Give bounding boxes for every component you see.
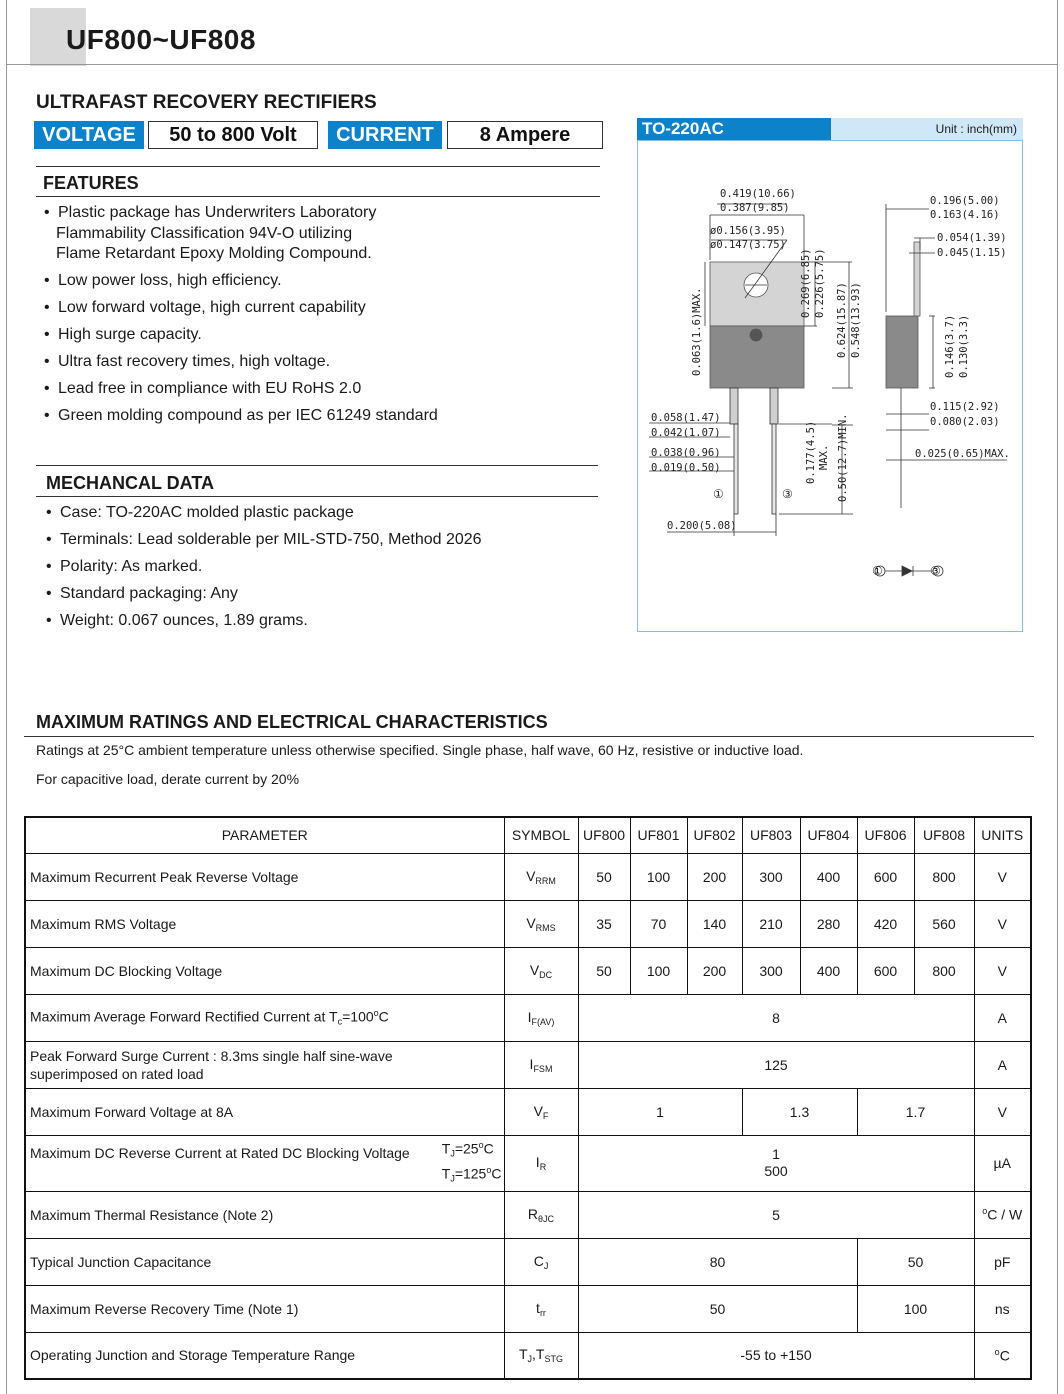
value-cell: 8: [578, 994, 974, 1041]
ratings-note: Ratings at 25°C ambient temperature unless otherwise specified. Single phase, half wave, 60 Hz, resistive or inductive load.: [36, 742, 804, 758]
value-cell: 100: [630, 947, 687, 994]
value-cell: 1.3: [742, 1088, 857, 1135]
table-row: [25, 853, 1031, 900]
table-row: [25, 1332, 1031, 1379]
table-row: [25, 947, 1031, 994]
list-item: • Plastic package has Underwriters Laboratory: [38, 203, 598, 224]
mechanical-heading: MECHANCAL DATA: [46, 473, 214, 493]
param-cell: Maximum DC Blocking Voltage: [25, 947, 504, 994]
table-row: [25, 1135, 1031, 1191]
pin-3-label: ③: [782, 487, 793, 501]
value-cell: 50: [578, 1285, 857, 1332]
value-cell: 600: [857, 947, 914, 994]
param-cell: Typical Junction Capacitance: [25, 1238, 504, 1285]
dim-label: ø0.156(3.95): [710, 225, 786, 237]
table-row: [25, 1191, 1031, 1238]
list-item: Flame Retardant Epoxy Molding Compound.: [56, 245, 372, 262]
value-cell: 800: [914, 853, 974, 900]
value-cell: 5: [578, 1191, 974, 1238]
param-cell: Maximum Average Forward Rectified Current at $T_c=100^oC$: [25, 994, 504, 1041]
dim-label: 0.419(10.66): [720, 188, 796, 200]
value-cell: 140: [687, 900, 742, 947]
dim-label: 0.50(12.7)MIN.: [837, 413, 849, 502]
dim-label: ø0.147(3.75): [710, 239, 786, 251]
dim-label: 0.269(6.85): [800, 248, 812, 318]
dim-label: 0.115(2.92): [930, 401, 1000, 413]
symbol-cell: $T_J,T_{STG}$: [504, 1332, 578, 1379]
unit-cell: ns: [974, 1285, 1031, 1332]
features-list: [38, 203, 598, 433]
value-cell: 50: [578, 947, 630, 994]
dim-label: 0.025(0.65)MAX.: [915, 448, 1010, 460]
symbol-cell: $C_J$: [504, 1238, 578, 1285]
dim-label: MAX.: [818, 444, 830, 470]
anode-pin-label: ①: [872, 564, 883, 578]
value-cell: 1 500: [578, 1135, 974, 1191]
spec-divider: [36, 166, 600, 167]
dim-label: 0.042(1.07): [651, 427, 721, 439]
list-item: • Terminals: Lead solderable per MIL-STD-750, Method 2026: [40, 530, 600, 551]
value-cell: 200: [687, 947, 742, 994]
ratings-heading: MAXIMUM RATINGS AND ELECTRICAL CHARACTERISTICS: [36, 712, 548, 732]
table-row: [25, 1238, 1031, 1285]
column-header: UF801: [630, 817, 687, 853]
dim-label: 0.163(4.16): [930, 209, 1000, 221]
table-row: [25, 1088, 1031, 1135]
value-cell: 100: [630, 853, 687, 900]
list-item: • High surge capacity.: [38, 325, 598, 346]
list-item: • Low power loss, high efficiency.: [38, 271, 598, 292]
mechanical-divider: [36, 496, 598, 497]
list-item: • Standard packaging: Any: [40, 584, 600, 605]
product-subtitle: ULTRAFAST RECOVERY RECTIFIERS: [36, 92, 377, 113]
dim-label: 0.058(1.47): [651, 412, 721, 424]
symbol-cell: $I_{FSM}$: [504, 1041, 578, 1088]
dim-label: 0.146(3.7): [944, 314, 956, 378]
dim-label: 0.038(0.96): [651, 447, 721, 459]
value-cell: 1: [578, 1088, 742, 1135]
value-cell: 800: [914, 947, 974, 994]
dim-label: 0.054(1.39): [937, 232, 1007, 244]
title-divider: [6, 64, 1058, 65]
list-item: • Lead free in compliance with EU RoHS 2.0: [38, 379, 598, 400]
features-heading: FEATURES: [43, 173, 139, 193]
current-value: 8 Ampere: [447, 121, 603, 149]
dim-label: 0.200(5.08): [667, 520, 737, 532]
list-item: • Polarity: As marked.: [40, 557, 600, 578]
column-header: UF802: [687, 817, 742, 853]
column-header: UF800: [578, 817, 630, 853]
value-cell: -55 to +150: [578, 1332, 974, 1379]
diode-symbol-labels: [872, 564, 942, 580]
value-cell: 1.7: [857, 1088, 974, 1135]
param-cell: Maximum Forward Voltage at 8A: [25, 1088, 504, 1135]
value-cell: 400: [800, 947, 857, 994]
dim-label: 0.019(0.50): [651, 462, 721, 474]
page-title: UF800~UF808: [66, 24, 256, 55]
value-cell: 600: [857, 853, 914, 900]
mechanical-top-divider: [36, 465, 598, 466]
unit-cell: A: [974, 1041, 1031, 1088]
param-cell: Maximum Reverse Recovery Time (Note 1): [25, 1285, 504, 1332]
dim-label: 0.045(1.15): [937, 247, 1007, 259]
ratings-table: [24, 816, 1032, 1380]
dim-label: 0.080(2.03): [930, 416, 1000, 428]
value-cell: 420: [857, 900, 914, 947]
unit-cell: A: [974, 994, 1031, 1041]
value-cell: 400: [800, 853, 857, 900]
package-name: TO-220AC: [637, 118, 831, 140]
param-cell: Peak Forward Surge Current : 8.3ms single half sine-wave superimposed on rated load: [25, 1041, 504, 1088]
param-cell: $T_J=25^oC$ $T_J=125^oC$ Maximum DC Reverse Current at Rated DC Blocking Voltage: [25, 1135, 504, 1191]
dim-label: 0.130(3.3): [958, 314, 970, 378]
ratings-note: For capacitive load, derate current by 20%: [36, 771, 300, 787]
mechanical-list: [40, 503, 600, 638]
condition-text: $T_J=25^oC$ $T_J=125^oC$: [441, 1140, 502, 1184]
voltage-label: VOLTAGE: [34, 121, 144, 149]
unit-cell: V: [974, 853, 1031, 900]
column-header: UF806: [857, 817, 914, 853]
symbol-cell: $R_{\theta JC}$: [504, 1191, 578, 1238]
dim-label: 0.063(1.6)MAX.: [691, 287, 703, 376]
column-header: SYMBOL: [504, 817, 578, 853]
dim-label: 0.624(15.87): [836, 282, 848, 358]
value-cell: 50: [857, 1238, 974, 1285]
value-cell: 280: [800, 900, 857, 947]
dim-label: 0.387(9.85): [720, 202, 790, 214]
value-cell: 200: [687, 853, 742, 900]
current-label: CURRENT: [328, 121, 442, 149]
value-cell: 300: [742, 853, 800, 900]
unit-cell: µA: [974, 1135, 1031, 1191]
column-header: UF803: [742, 817, 800, 853]
table-row: [25, 1041, 1031, 1088]
unit-cell: pF: [974, 1238, 1031, 1285]
features-divider: [36, 196, 600, 197]
unit-cell: $^o$C / W: [974, 1191, 1031, 1238]
list-item: • Ultra fast recovery times, high voltage.: [38, 352, 598, 373]
list-item: • Case: TO-220AC molded plastic package: [40, 503, 600, 524]
voltage-value: 50 to 800 Volt: [148, 121, 318, 149]
package-outline-drawing: [637, 140, 1023, 632]
value-cell: 100: [857, 1285, 974, 1332]
symbol-cell: $V_F$: [504, 1088, 578, 1135]
column-header: PARAMETER: [25, 817, 504, 853]
symbol-cell: $t_{rr}$: [504, 1285, 578, 1332]
value-cell: 35: [578, 900, 630, 947]
value-cell: 210: [742, 900, 800, 947]
value-cell: 300: [742, 947, 800, 994]
ratings-divider: [24, 736, 1034, 737]
symbol-cell: $V_{RMS}$: [504, 900, 578, 947]
column-header: UNITS: [974, 817, 1031, 853]
column-header: UF808: [914, 817, 974, 853]
unit-cell: V: [974, 1088, 1031, 1135]
value-cell: 80: [578, 1238, 857, 1285]
value-cell: 50: [578, 853, 630, 900]
unit-cell: V: [974, 900, 1031, 947]
symbol-cell: $V_{RRM}$: [504, 853, 578, 900]
list-item: • Low forward voltage, high current capability: [38, 298, 598, 319]
cathode-pin-label: ③: [930, 564, 941, 578]
param-cell: Maximum Recurrent Peak Reverse Voltage: [25, 853, 504, 900]
table-row: [25, 1285, 1031, 1332]
list-item: • Green molding compound as per IEC 61249 standard: [38, 406, 598, 427]
value-cell: 125: [578, 1041, 974, 1088]
table-row: [25, 900, 1031, 947]
value-cell: 70: [630, 900, 687, 947]
symbol-cell: $V_{DC}$: [504, 947, 578, 994]
dim-label: 0.548(13.93): [850, 282, 862, 358]
value-cell: 560: [914, 900, 974, 947]
table-header-row: [25, 817, 1031, 853]
dim-label: 0.196(5.00): [930, 195, 1000, 207]
param-cell: Operating Junction and Storage Temperature Range: [25, 1332, 504, 1379]
table-row: [25, 994, 1031, 1041]
list-item: • Weight: 0.067 ounces, 1.89 grams.: [40, 611, 600, 632]
pin-1-label: ①: [713, 487, 724, 501]
package-unit: Unit : inch(mm): [831, 118, 1023, 140]
dim-label: 0.226(5.75): [814, 248, 826, 318]
symbol-cell: $I_R$: [504, 1135, 578, 1191]
list-item: Flammability Classification 94V-O utilizing: [56, 224, 353, 242]
unit-cell: $^o$C: [974, 1332, 1031, 1379]
column-header: UF804: [800, 817, 857, 853]
unit-cell: V: [974, 947, 1031, 994]
param-cell: Maximum Thermal Resistance (Note 2): [25, 1191, 504, 1238]
dim-label: 0.177(4.5): [805, 420, 817, 484]
param-cell: Maximum RMS Voltage: [25, 900, 504, 947]
symbol-cell: $I_{F(AV)}$: [504, 994, 578, 1041]
